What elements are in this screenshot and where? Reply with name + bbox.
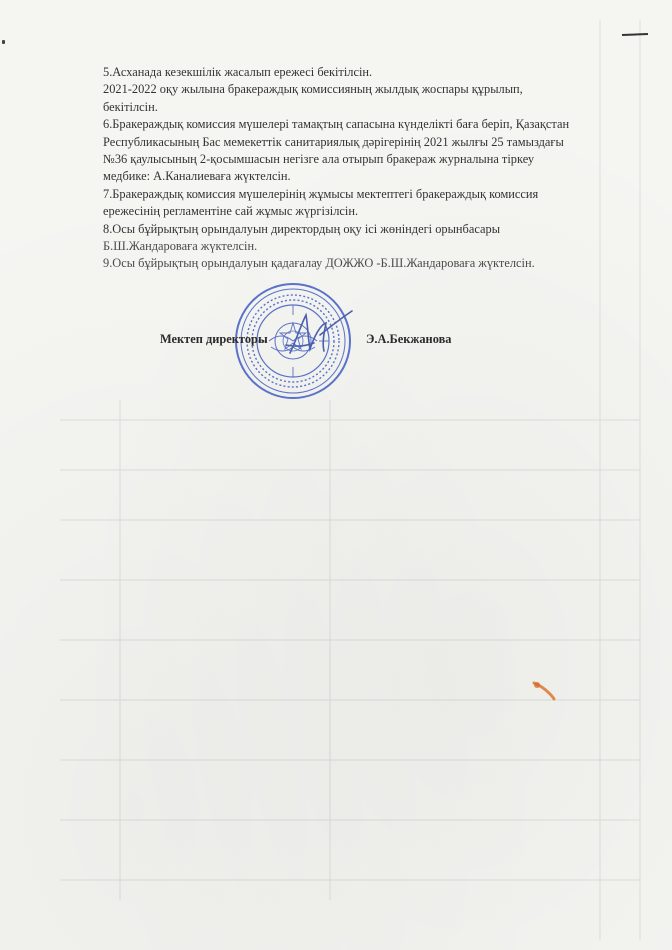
text-line: 7.Бракераждық комиссия мүшелерінің жұмысы мектептегі бракераждық комиссия (103, 186, 539, 201)
text-line: 6.Бракераждық комиссия мүшелері тамақтың сапасына күнделікті баға беріп, Қазақстан (103, 117, 570, 132)
handwritten-signature-icon (280, 305, 360, 365)
stain-mark (531, 679, 557, 701)
text-line: Республикасының Бас мемекеттік санитариялық дәрігерінің 2021 жылғы 25 тамыздағы (103, 134, 564, 149)
text-line: Б.Ш.Жандароваға жүктелсін. (103, 239, 258, 254)
text-line: 9.Осы бұйрықтың орындалуын қадағалау ДОЖЖО -Б.Ш.Жандароваға жүктелсін. (103, 256, 535, 271)
director-title: Мектеп директоры (160, 332, 268, 346)
text-line: 2021-2022 оқу жылына бракераждық комиссияның жылдық жоспары құрылып, (103, 82, 523, 97)
paper-speck (2, 40, 5, 44)
director-name: Э.А.Бекжанова (366, 332, 452, 346)
text-line: медбике: А.Каналиеваға жүктелсін. (103, 169, 291, 184)
text-line: ережесінің регламентіне сай жұмыс жүргізілсін. (103, 204, 359, 219)
text-line: №36 қаулысының 2-қосымшасын негізге ала отырып бракераж журналына тіркеу (103, 152, 535, 167)
corner-mark (620, 30, 650, 38)
order-text (103, 64, 623, 273)
text-line: 5.Асханада кезекшілік жасалып ережесі бекітілсін. (103, 65, 373, 79)
text-line: бекітілсін. (103, 99, 158, 114)
text-line: 8.Осы бұйрықтың орындалуын директордың оқу ісі жөніндегі орынбасары (103, 221, 501, 236)
